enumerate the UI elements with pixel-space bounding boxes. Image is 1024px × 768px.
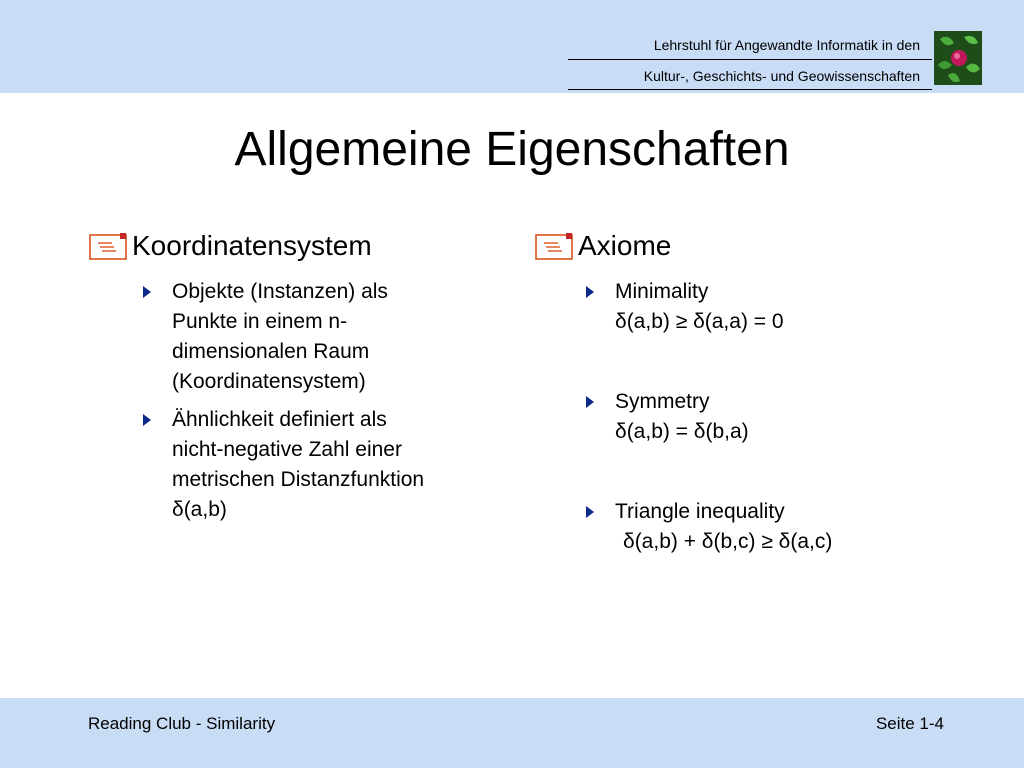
institute-line-2: Kultur-, Geschichts- und Geowissenschaften	[643, 68, 920, 84]
right-heading-text: Axiome	[578, 230, 672, 261]
axiom-formula: δ(a,b) + δ(b,c) ≥ δ(a,c)	[623, 530, 833, 553]
list-item	[583, 277, 943, 337]
right-column-heading	[534, 230, 671, 262]
list-item: Objekte (Instanzen) als Punkte in einem n- dimensionalen Raum (Koordinatensystem)	[140, 277, 500, 397]
footer-page-number: Seite 1-4	[875, 714, 944, 733]
header-rule-top	[568, 59, 932, 60]
header-rule-bottom	[568, 89, 932, 90]
axiom-label: Symmetry	[615, 390, 710, 413]
header-band	[0, 0, 1024, 93]
footer-presentation-title: Reading Club - Similarity	[88, 714, 276, 733]
left-bullet-list	[140, 277, 500, 525]
axiom-formula: δ(a,b) = δ(b,a)	[615, 420, 749, 443]
left-heading-text: Koordinatensystem	[132, 230, 372, 261]
institute-line-1: Lehrstuhl für Angewandte Informatik in den	[653, 37, 920, 53]
list-item	[583, 497, 943, 557]
bullet-arrow-icon	[585, 285, 595, 299]
bullet-arrow-icon	[585, 505, 595, 519]
bullet-arrow-icon	[142, 413, 152, 427]
green-leaf-logo-icon	[934, 31, 982, 85]
axiom-label: Minimality	[615, 280, 709, 303]
list-item: Ähnlichkeit definiert als nicht-negative Zahl einer metrischen Distanzfunktion δ(a,b)	[140, 405, 500, 525]
axiom-label: Triangle inequality	[615, 500, 785, 523]
bullet-arrow-icon	[585, 395, 595, 409]
list-item	[583, 387, 943, 447]
slide-title: Allgemeine Eigenschaften	[234, 123, 790, 176]
footer-band	[0, 698, 1024, 768]
left-column-heading	[88, 230, 372, 262]
pen-note-icon	[88, 231, 130, 261]
right-bullet-list	[583, 277, 943, 557]
bullet-arrow-icon	[142, 285, 152, 299]
pen-note-icon	[534, 231, 576, 261]
axiom-formula: δ(a,b) ≥ δ(a,a) = 0	[615, 310, 784, 333]
